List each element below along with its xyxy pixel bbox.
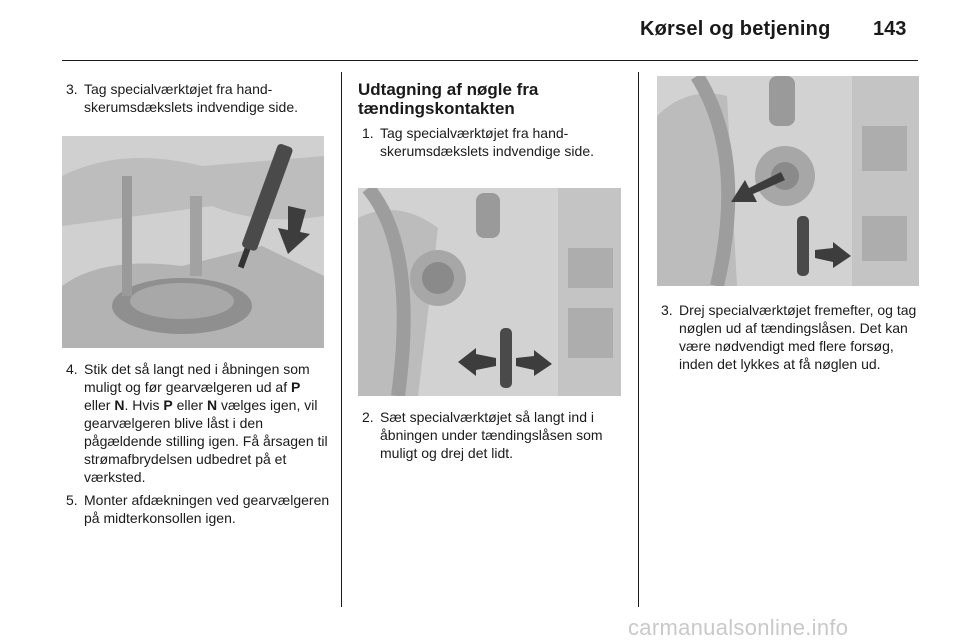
gear-p: P — [163, 397, 173, 413]
step-number: 4. — [66, 361, 78, 377]
step-text: Tag specialværktøjet fra handskerumsdækslets indvendige side. — [380, 125, 594, 159]
step-text: Tag specialværktøjet fra handskerumsdækslets indvendige side. — [84, 81, 298, 115]
gear-selector-illustration — [62, 136, 324, 348]
step-number: 2. — [362, 409, 374, 425]
step-4 — [62, 360, 330, 486]
column-1-lower — [62, 360, 330, 527]
step-text: Sæt specialværktøjet så langt ind i åbningen under tændingslåsen som muligt og drej det lidt. — [380, 409, 603, 461]
watermark: carmanualsonline.info — [628, 615, 849, 640]
gear-n: N — [206, 397, 218, 413]
section-heading: Udtagning af nøgle fra tændingskontakten — [358, 80, 539, 118]
gear-p: P — [291, 379, 301, 395]
column-divider — [341, 72, 342, 607]
column-2 — [358, 80, 630, 160]
step-text: Drej specialværktøjet fremefter, og tag nøglen ud af tændingslåsen. Det kan være nødvendigt med flere forsøg, inden det lykkes at få nøglen ud. — [679, 302, 917, 372]
column-3 — [657, 301, 925, 373]
step-text: Stik det så langt ned i åbningen som muligt og før gearvælgeren ud af P eller N. Hvis P eller N vælges igen, vil gearvælgeren blive låst i den pågældende stilling igen. Få årsagen til strømafbrydelsen udbedret på et værksted. — [84, 361, 328, 485]
ignition-key-removal-illustration — [657, 76, 919, 286]
step-number: 5. — [66, 492, 78, 508]
page-number: 143 — [873, 18, 907, 40]
header-rule — [62, 60, 918, 61]
step-1 — [358, 124, 630, 160]
gear-n: N — [114, 397, 125, 413]
step-3 — [62, 80, 330, 116]
column-1 — [62, 80, 330, 116]
step-number: 3. — [66, 81, 78, 97]
ignition-tool-insert-illustration — [358, 188, 621, 396]
step-3 — [657, 301, 925, 373]
step-5 — [62, 491, 330, 527]
column-divider — [638, 72, 639, 607]
page-title: Kørsel og betjening — [640, 18, 831, 40]
step-number: 1. — [362, 125, 374, 141]
step-number: 3. — [661, 302, 673, 318]
column-2-lower — [358, 408, 632, 462]
step-2 — [358, 408, 632, 462]
step-text: Monter afdækningen ved gearvælgeren på midterkonsollen igen. — [84, 492, 330, 526]
